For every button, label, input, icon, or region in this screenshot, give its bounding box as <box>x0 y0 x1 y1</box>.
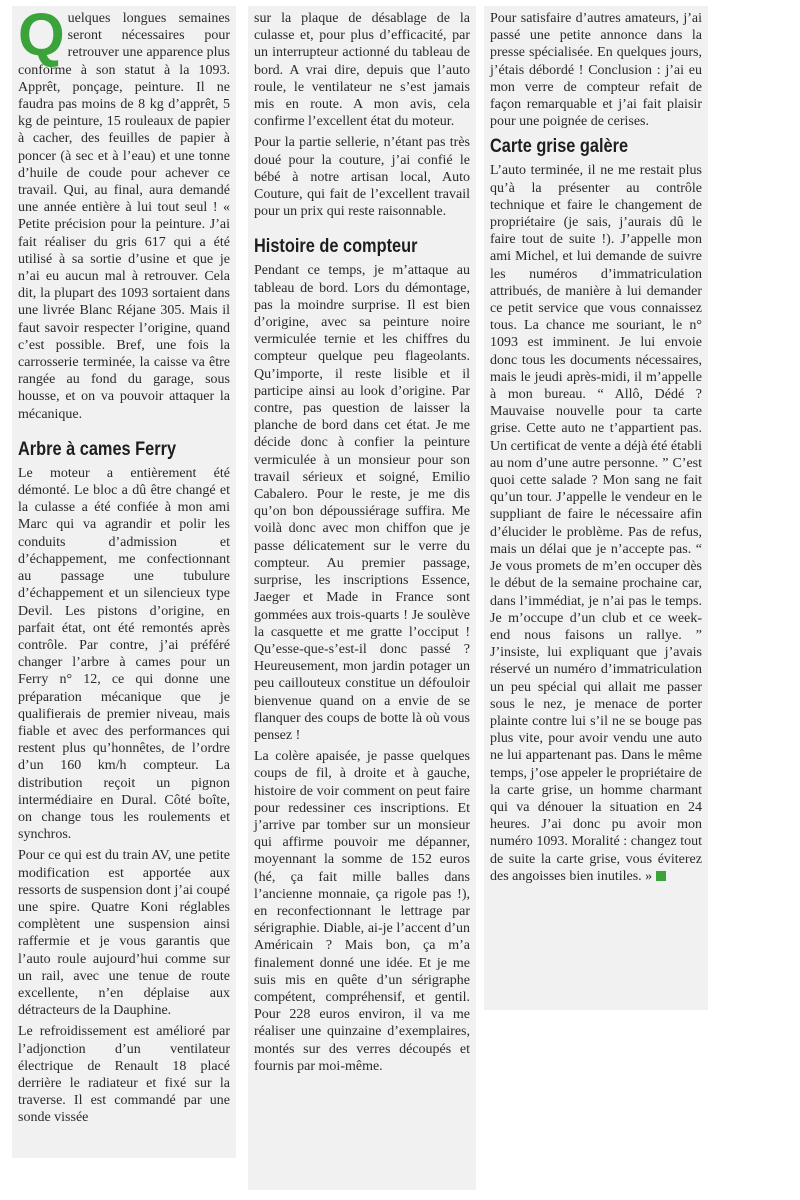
paragraph-carte-grise <box>490 162 702 885</box>
paragraph-amateurs: Pour satisfaire d’autres amateurs, j’ai passé une petite annonce dans la presse spécialisée. En quelques jours, j’étais débordé ! Conclusion : j’ai eu mon verre de compteur refait de façon remarquable et j’ai fait plaisir pour une poignée de cerises. <box>490 11 702 130</box>
paragraph-moteur: Le moteur a entièrement été démonté. Le bloc a dû être changé et la culasse a été confiée à mon ami Marc qui va agrandir et polir les conduits d’admission et d’échappement, me confectionnant au passage une tubulure d’échappement et un silencieux type Devil. Les pistons d’origine, en parfait état, ont été remontés après contrôle. Par contre, j’ai préféré changer l’arbre à cames pour un Ferry n° 12, ce qui donne une préparation mécanique que je qualifierais de premier niveau, mais fiable et avec des performances qui restent plus qu’honnêtes, de l’ordre d’un 160 km/h compteur. La distribution reçoit un pignon intermédiaire en Dural. Côté boîte, on change tous les roulements et synchros. <box>18 465 230 843</box>
end-of-article-square-icon <box>656 871 666 881</box>
heading-histoire-de-compteur: Histoire de compteur <box>254 236 418 258</box>
paragraph-sellerie: Pour la partie sellerie, n’étant pas très doué pour la couture, j’ai confié le bébé à notre artisan local, Auto Couture, qui fait de l’excellent travail pour un prix qui reste raisonnable. <box>254 135 470 220</box>
paragraph-intro-text: uelques longues semaines seront nécessaires pour retrouver une apparence plus conforme à son statut à la 1093. Apprêt, ponçage, peinture. Il ne faudra pas moins de 8 kg d’apprêt, 5 kg de peinture, 15 rouleaux de papier à cacher, des feuilles de papier à poncer (à sec et à l’eau) et une tonne d’huile de coude pour achever ce travail. Qui, au final, aura demandé une année entière à lui tout seul ! « Petite précision pour la peinture. J’ai fait réaliser du gris 617 qui a été utilisé à sa sortie d’usine et que je n’ai eu aucun mal à retrouver. Cela dit, la plupart des 1093 sortaient dans une livrée Blanc Réjane 305. Mais il faut savoir respecter l’origine, quand c’est possible. Bref, une fois la carrosserie terminée, la caisse va être rangée au fond du garage, sous housse, et on va pouvoir attaquer la mécanique. <box>18 11 230 422</box>
paragraph-carte-grise-text: L’auto terminée, il ne me restait plus qu’à la présenter au contrôle technique et faire le changement de propriétaire (je sais, j’aurais dû le faire tout de suite !). J’appelle mon ami Michel, et lui demande de suivre les numéros d’immatriculation attribués, de manière à lui demander ce petit service que vous connaissez tous. La chance me souriant, le n° 1093 est imminent. Je lui envoie donc tous les documents nécessaires, mais le jeudi après-midi, il m’appelle à mon bureau. “ Allô, Dédé ? Mauvaise nouvelle pour ta carte grise. Cette auto ne t’appartient pas. Un certificat de vente a déjà été établi au nom d’une autre personne. ” C’est quoi cette salade ? Mon sang ne fait qu’un tour. J’appelle le vendeur en le suppliant de faire le nécessaire afin d’élucider le problème. Pas de refus, mais un délai que je n’accepte pas. “ Je vous promets de m’en occuper dès le début de la semaine prochaine car, dans l’immédiat, je n’ai pas le temps. Je m’occupe d’un club et ce week-end nous faisons un rallye. ” J’insiste, lui expliquant que j’avais réservé un numéro d’immatriculation un peu spécial qui allait me passer sous le nez, je menace de porter plainte contre lui s’il ne se bouge pas plus vite, pour avoir vendu une auto ne lui appartenant pas. Dans le même temps, j’ose appeler le propriétaire de la carte grise, un homme charmant qui va dénouer la situation en 24 heures. J’ai donc pu avoir mon numéro 1093. Moralité : changez tout de suite la carte grise, vous éviterez des angoisses bien inutiles. » <box>490 163 702 884</box>
article-column-2 <box>248 6 476 1190</box>
paragraph-compteur: Pendant ce temps, je m’attaque au tableau de bord. Lors du démontage, pas la moindre surprise. Il est bien d’origine, avec sa peinture noire vermiculée ternie et les chiffres du compteur quelque peu flageolants. Qu’importe, il reste lisible et il participe ainsi au look d’origine. Par contre, pas question de laisser la planche de bord dans cet état. Je me décide donc à confier la peinture vermiculée à un monsieur pour son travail sérieux et soigné, Emilio Cabalero. Pour le reste, je me dis qu’on bon dépoussiérage suffira. Me voilà donc avec mon chiffon que je passe délicatement sur le verre du compteur. Au premier passage, surprise, les inscriptions Essence, Jaeger et Made in France sont gommées aux trois-quarts ! Je soulève la casquette et me gratte l’occiput ! Qu’esse-que-s’est-il donc passé ? Heureusement, mon jardin potager un peu caillouteux constitue un défouloir bienvenue quand on a envie de se flanquer des coups de botte là où vous pensez ! <box>254 263 470 743</box>
paragraph-colere: La colère apaisée, je passe quelques coups de fil, à droite et à gauche, histoire de voir comment on peut faire pour redessiner ces inscriptions. Et j’arrive par tomber sur un monsieur qui affirme pouvoir me dépanner, moyennant la somme de 152 euros (hé, ça fait mille balles dans l’ancienne monnaie, ça rigole pas !), en reconfectionnant le lettrage par sérigraphie. Diable, ai-je l’accent d’un Américain ? Mais bon, ça m’a finalement donné une idée. Et je me suis mis en quête d’un sérigraphe compétent, compréhensif, et gentil. Pour 228 euros environ, il va me réaliser une quinzaine d’exemplaires, montés sur des verres découpés et fournis par moi-même. <box>254 749 470 1074</box>
paragraph-refroidissement: Le refroidissement est amélioré par l’adjonction d’un ventilateur électrique de Renault 18 placé derrière le radiateur et fixé sur la traverse. Il est commandé par une sonde vissée <box>18 1024 230 1126</box>
heading-arbre-a-cames-ferry: Arbre à cames Ferry <box>18 438 177 460</box>
article-column-1 <box>12 1 236 1158</box>
heading-carte-grise-galere: Carte grise galère <box>490 136 629 158</box>
article-column-3 <box>484 6 708 1010</box>
paragraph-train-av: Pour ce qui est du train AV, une petite modification est apportée aux ressorts de suspension dont j’ai coupé une spire. Quatre Koni réglables complètent une suspension ainsi raffermie et je vous garantis que l’auto roule aujourd’hui comme sur un rail, avec une tenue de route excellente, n’en déplaise aux détracteurs de la Dauphine. <box>18 848 230 1019</box>
drop-cap: Q <box>18 1 65 68</box>
paragraph-sonde: sur la plaque de désablage de la culasse et, pour plus d’efficacité, par un interrupteur actionné du tableau de bord. A vrai dire, depuis que l’auto roule, le ventilateur ne s’est jamais mis en route. A mon avis, cela confirme l’excellent état du moteur. <box>254 11 470 130</box>
paragraph-intro <box>18 1 230 423</box>
